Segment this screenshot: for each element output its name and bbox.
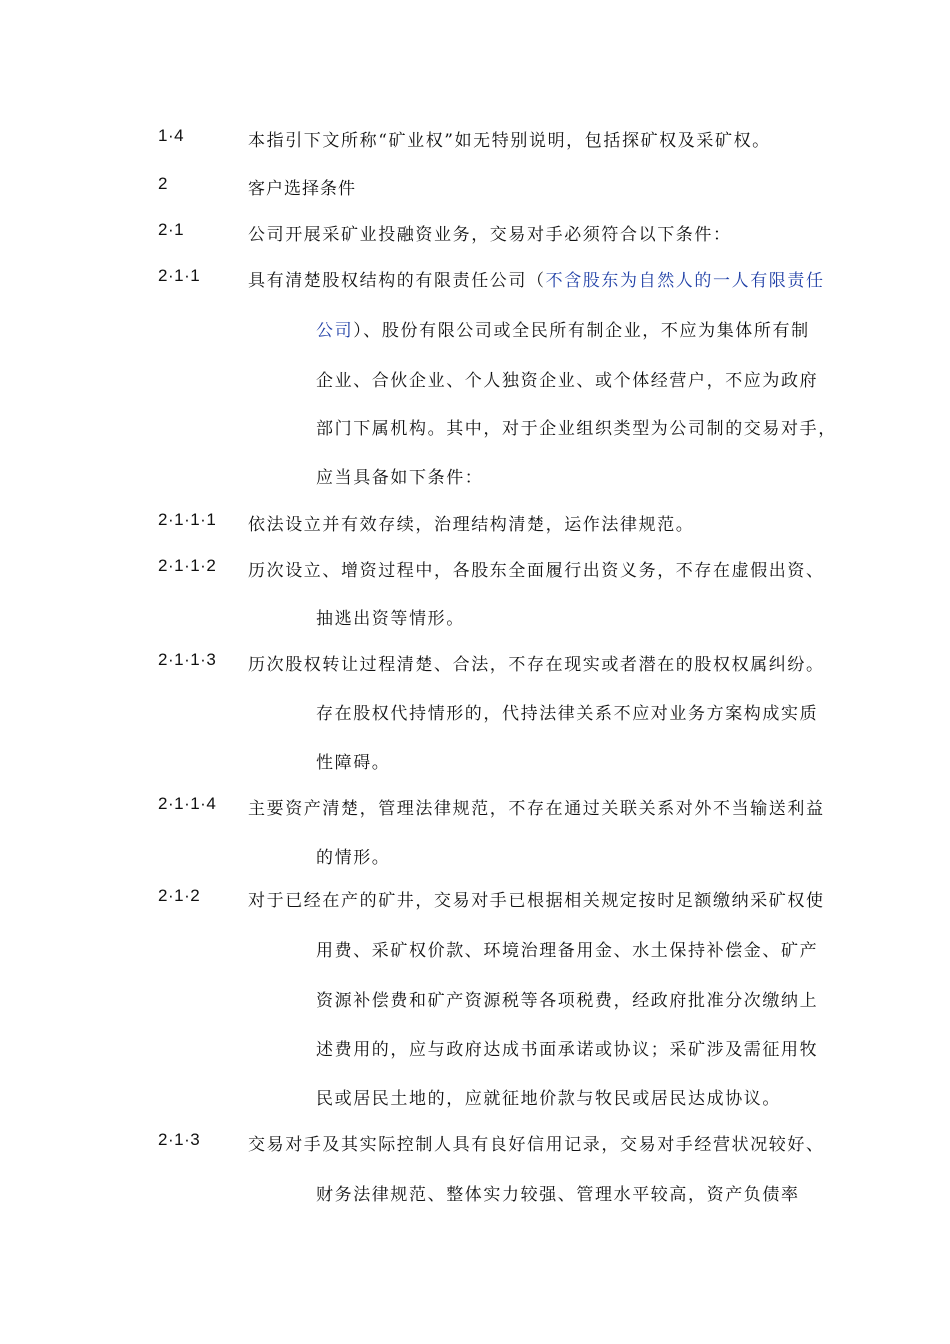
clause-text-line: 交易对手及其实际控制人具有良好信用记录，交易对手经营状况较好、 [248,1135,825,1155]
section-number: 2 [158,174,168,193]
section-title: 客户选择条件 [248,179,356,198]
clause-text-line: 应当具备如下条件： [316,468,484,488]
clause-text-line: 对于已经在产的矿井，交易对手已根据相关规定按时足额缴纳采矿权使 [248,891,825,911]
clause-text-segment: 具有清楚股权结构的有限责任公司（ [248,271,546,291]
clause-text-line [248,266,825,291]
clause-text-line: 用费、采矿权价款、环境治理备用金、水土保持补偿金、矿产 [316,941,819,961]
clause-text-line: 性障碍。 [316,753,391,773]
clause-text-segment: ）、股份有限公司或全民所有制企业，不应为集体所有制 [353,321,810,341]
clause-text-line: 公司开展采矿业投融资业务，交易对手必须符合以下条件： [248,225,732,245]
clause-text-line: 部门下属机构。其中，对于企业组织类型为公司制的交易对手， [316,419,837,439]
clause-text-line: 述费用的，应与政府达成书面承诺或协议；采矿涉及需征用牧 [316,1040,819,1060]
clause-text-line: 存在股权代持情形的，代持法律关系不应对业务方案构成实质 [316,704,819,724]
clause-text-line: 财务法律规范、整体实力较强、管理水平较高，资产负债率 [316,1185,800,1205]
clause-number: 2·1·2 [158,886,201,905]
clause-text-line: 资源补偿费和矿产资源税等各项税费，经政府批准分次缴纳上 [316,991,819,1011]
clause-number: 2·1·1·3 [158,650,217,669]
clause-text-line: 主要资产清楚，管理法律规范，不存在通过关联关系对外不当输送利益 [248,799,825,819]
clause-number: 2·1·1·2 [158,556,217,575]
clause-text-line: 本指引下文所称“矿业权”如无特别说明，包括探矿权及采矿权。 [248,131,771,151]
clause-text-line: 历次设立、增资过程中，各股东全面履行出资义务，不存在虚假出资、 [248,561,825,581]
clause-number: 2·1·1·1 [158,510,217,529]
clause-number: 2·1·1 [158,266,201,285]
clause-number: 2·1 [158,220,185,239]
clause-text-line: 历次股权转让过程清楚、合法，不存在现实或者潜在的股权权属纠纷。 [248,655,825,675]
clause-text-line: 依法设立并有效存续，治理结构清楚，运作法律规范。 [248,515,695,535]
highlighted-text: 公司 [316,321,354,341]
clause-number: 2·1·3 [158,1130,201,1149]
highlighted-text: 不含股东为自然人的一人有限责任 [545,271,825,291]
clause-text-line: 的情形。 [316,848,391,868]
clause-number: 1·4 [158,126,185,145]
clause-text-line: 民或居民土地的，应就征地价款与牧民或居民达成协议。 [316,1089,781,1109]
clause-number: 2·1·1·4 [158,794,217,813]
clause-text-line: 抽逃出资等情形。 [316,609,465,629]
clause-text-line [316,316,810,341]
clause-text-line: 企业、合伙企业、个人独资企业、或个体经营户，不应为政府 [316,371,819,391]
